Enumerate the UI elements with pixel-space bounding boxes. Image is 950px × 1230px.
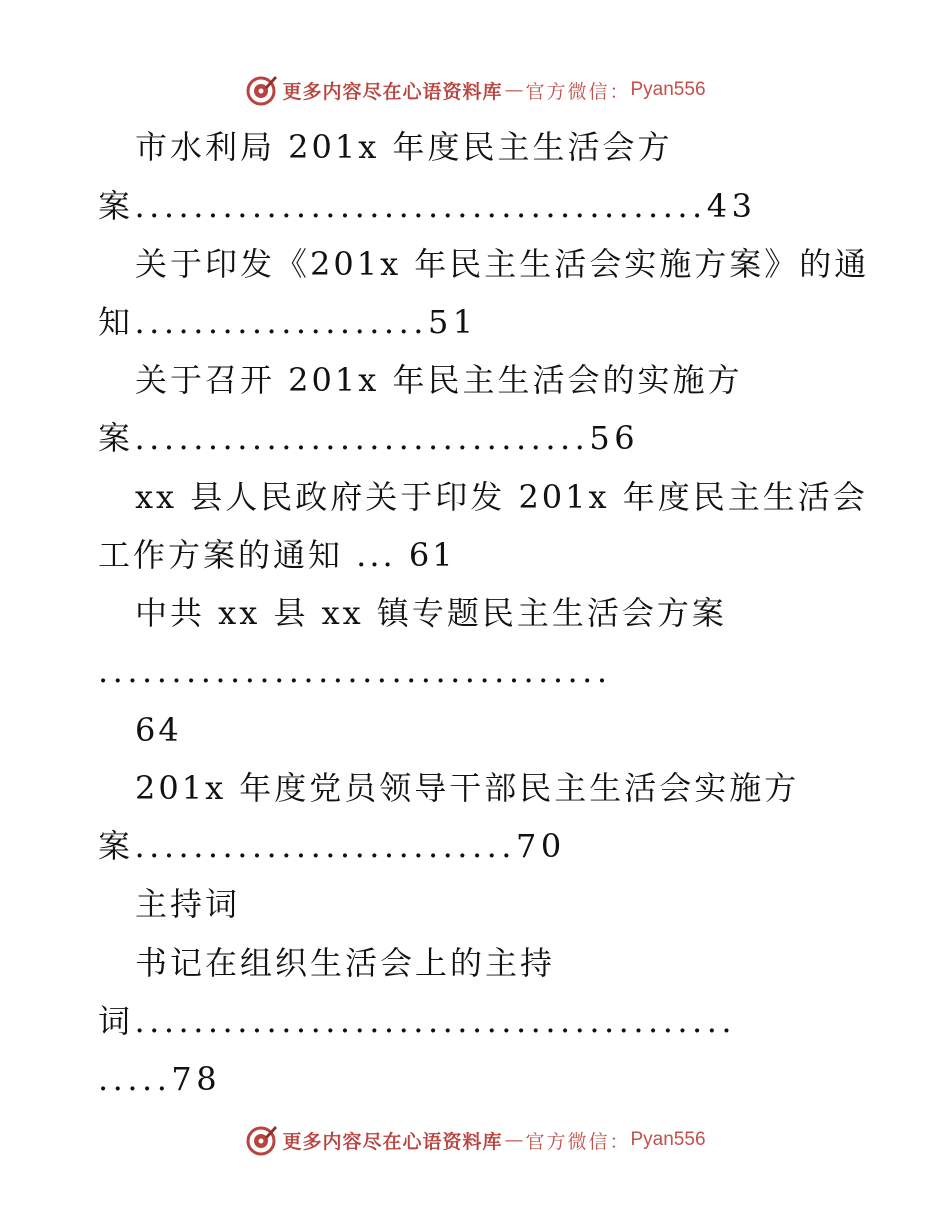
banner-sub-text: 官方微信： <box>525 80 631 103</box>
banner-main-text: 更多内容尽在心语资料库 <box>282 1130 503 1153</box>
banner-sub-text: 官方微信： <box>525 1130 631 1153</box>
toc-entry-leader: 案..........................70 <box>98 827 566 865</box>
toc-entry-title: 书记在组织生活会上的主持 <box>135 944 556 982</box>
toc-entry-leader: 知....................51 <box>98 303 478 341</box>
toc-entry-title: 201x 年度党员领导干部民主生活会实施方 <box>135 769 800 807</box>
toc-entry-title: 中共 xx 县 xx 镇专题民主生活会方案 <box>135 594 727 632</box>
banner-dash: — <box>504 1129 524 1151</box>
banner-wechat-id: Pyan556 <box>630 79 706 100</box>
toc-entry-leader: .....78 <box>98 1060 222 1098</box>
banner-wechat-id: Pyan556 <box>630 1129 706 1150</box>
toc-entry-leader: 工作方案的通知 ... 61 <box>98 536 456 574</box>
toc-entry-title: 关于印发《201x 年民主生活会实施方案》的通 <box>135 245 870 283</box>
banner-dash: — <box>504 79 524 101</box>
toc-entry-leader: 词......................................... <box>98 1002 737 1040</box>
toc-entry-leader: ................................... <box>98 652 612 690</box>
toc-section-heading: 主持词 <box>135 885 241 923</box>
toc-entry-page: 64 <box>135 711 182 749</box>
toc-entry-title: xx 县人民政府关于印发 201x 年度民主生活会 <box>135 478 868 516</box>
header-watermark <box>0 70 950 110</box>
pen-logo-icon <box>244 1123 278 1157</box>
toc-entry-leader: 案...............................56 <box>98 419 640 457</box>
footer-watermark <box>0 1120 950 1160</box>
toc-entry-title: 关于召开 201x 年民主生活会的实施方 <box>135 361 743 399</box>
toc-entry-leader: 案.......................................43 <box>98 187 757 225</box>
pen-logo-icon <box>244 73 278 107</box>
toc-entry-title: 市水利局 201x 年度民主生活会方 <box>135 128 673 166</box>
banner-main-text: 更多内容尽在心语资料库 <box>282 80 503 103</box>
